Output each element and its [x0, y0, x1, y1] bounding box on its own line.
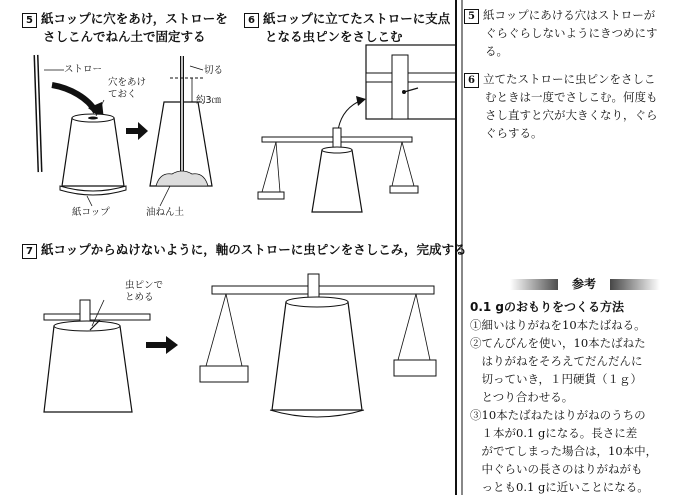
step-5-line2: さしこんでねん土で固定する	[43, 29, 206, 44]
reference-line-7: １本が0.1 gになる。長さに差	[470, 426, 638, 440]
paper-cup-7a	[44, 326, 132, 412]
label-pin-line2: とめる	[125, 292, 154, 303]
right-arrow-icon-1	[126, 122, 148, 140]
side-note-6-number: 6	[464, 73, 479, 88]
reference-line-6: ③10本たばねたはりがねのうちの	[470, 408, 646, 422]
paper-cup-1	[62, 118, 124, 186]
label-hole-line2: ておく	[108, 89, 137, 100]
label-hole-line1: 穴をあけ	[108, 77, 147, 88]
reference-line-4: 切っていき，１円硬貨（１ｇ）	[470, 372, 643, 386]
side-note-5-number: 5	[464, 9, 479, 24]
reference-line-3: はりがねをそろえてだんだんに	[470, 354, 643, 368]
label-about-3cm: 約3㎝	[196, 95, 222, 106]
reference-line-8: がでてしまった場合は，10本中，	[470, 444, 658, 458]
step-7-line1: 紙コップからぬけないように，軸のストローに虫ピンをさしこみ，完成する	[41, 242, 467, 257]
balance-beam-7	[212, 286, 434, 294]
step-6-number: 6	[244, 13, 259, 28]
reference-block	[470, 298, 684, 496]
label-cut: 切る	[204, 65, 224, 76]
side-note-6-line4: ぐらする。	[485, 126, 543, 140]
step-6-line1: 紙コップに立てたストローに支点	[263, 11, 451, 26]
reference-line-10: っとも0.1 gに近いことになる。	[470, 480, 649, 494]
right-arrow-icon-2	[146, 336, 178, 354]
reference-line-9: 中ぐらいの長さのはりがねがも	[470, 462, 643, 476]
reference-badge-text: 参考	[558, 276, 610, 293]
step-5-number: 5	[22, 13, 37, 28]
step-7-number: 7	[22, 244, 37, 259]
side-note-5-line3: る。	[485, 44, 508, 58]
paper-cup-6	[312, 150, 362, 212]
side-note-6-first: 立てたストローに虫ピンをさしこ	[483, 72, 656, 86]
label-paper-cup: 紙コップ	[72, 207, 110, 218]
side-note-5	[464, 6, 682, 60]
step-6-line2: となる虫ピンをさしこむ	[265, 29, 403, 44]
side-note-6-line2: むときは一度でさしこむ。何度も	[485, 90, 658, 104]
side-note-5-first: 紙コップにあける穴はストローが	[483, 8, 656, 22]
paper-cup-7b	[272, 302, 362, 410]
reference-badge	[510, 276, 660, 293]
reference-line-5: とつり合わせる。	[470, 390, 574, 404]
side-note-6	[464, 70, 682, 142]
label-pin-line1: 虫ピンで	[125, 280, 164, 291]
label-oil-clay: 油ねん土	[146, 207, 185, 218]
tray-left-6	[258, 192, 284, 199]
label-straw: ストロー	[64, 64, 103, 75]
tray-right-6	[390, 186, 418, 193]
tray-right-7	[394, 360, 436, 376]
reference-title: 0.1 gのおもりをつくる方法	[470, 300, 625, 314]
step-5-line1: 紙コップに穴をあけ，ストローを	[41, 11, 228, 26]
tray-left-7	[200, 366, 248, 382]
reference-line-2: ②てんびんを使い，10本たばねた	[470, 336, 646, 350]
reference-line-1: ①細いはりがねを10本たばねる。	[470, 318, 646, 332]
side-note-6-line3: さし直すと穴が大きくなり，ぐら	[485, 108, 658, 122]
side-note-5-line2: ぐらぐらしないようにきつめにす	[485, 26, 658, 40]
